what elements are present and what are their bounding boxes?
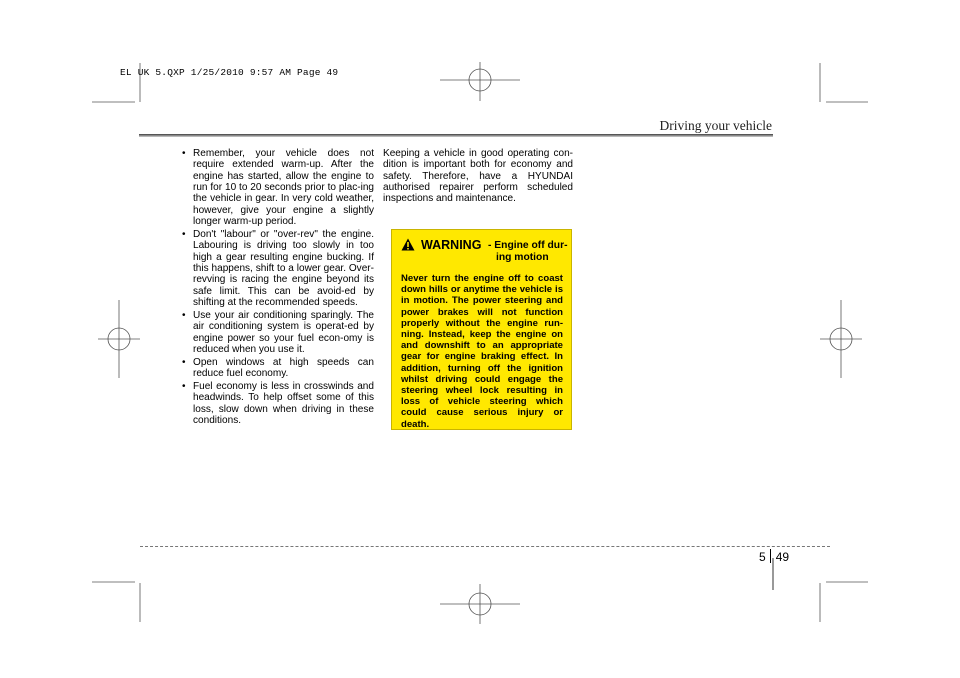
maintenance-paragraph: Keeping a vehicle in good operating con-dition is important both for economy and safety. Therefore, have a HYUNDAI authorised repairer perform scheduled inspections and maintenance. bbox=[383, 148, 573, 205]
bullet-item: • Use your air conditioning sparingly. The air conditioning system is operat-ed by engine power so your fuel econ-omy is reduced when you use it. bbox=[182, 310, 374, 355]
bullet-list bbox=[182, 148, 374, 426]
footer-dashed-rule bbox=[140, 546, 830, 547]
left-column bbox=[182, 148, 374, 428]
bullet-item: • Fuel economy is less in crosswinds and headwinds. To help offset some of this loss, slow down when driving in these conditions. bbox=[182, 381, 374, 426]
page-number-value: 49 bbox=[775, 550, 790, 564]
bullet-item: • Open windows at high speeds can reduce fuel economy. bbox=[182, 357, 374, 380]
warning-body: Never turn the engine off to coast down hills or anytime the vehicle is in motion. The power steering and power brakes will not function properly without the engine run-ning. Instead, keep the engine on and downshift to an appropriate gear for engine braking effect. In addition, turning off the ignition whilst driving could engage the steering wheel lock resulting in loss of vehicle steering which could cause serious injury or death. bbox=[401, 273, 563, 430]
registration-target-top bbox=[440, 62, 520, 101]
chapter-number: 5 bbox=[759, 550, 766, 564]
bullet-item: • Remember, your vehicle does not require extended warm-up. After the engine has started, allow the engine to run for 10 to 20 seconds prior to plac-ing the vehicle in gear. In very cold weather, however, give your engine a slightly longer warm-up period. bbox=[182, 148, 374, 227]
bullet-item: • Don't "labour" or "over-rev" the engine. Labouring is driving too slowly in too high a gear resulting engine bucking. If this happens, shift to a lower gear. Over-revving is racing the engine beyond its safe limit. This can be avoid-ed by shifting at the recommended speeds. bbox=[182, 229, 374, 308]
page-number-separator bbox=[770, 549, 771, 563]
right-column bbox=[383, 148, 573, 205]
page-number bbox=[759, 549, 789, 564]
registration-target-left bbox=[98, 300, 140, 378]
registration-target-right bbox=[820, 300, 862, 378]
registration-target-bottom bbox=[440, 584, 520, 624]
print-slug: EL UK 5.QXP 1/25/2010 9:57 AM Page 49 bbox=[120, 67, 339, 78]
header-rule bbox=[139, 134, 773, 137]
section-title: Driving your vehicle bbox=[659, 118, 772, 133]
warning-subtitle bbox=[488, 240, 578, 264]
warning-box bbox=[391, 229, 572, 430]
warning-header bbox=[401, 238, 568, 266]
warning-subtitle-line: - Engine off dur- bbox=[488, 239, 568, 251]
warning-label: WARNING bbox=[421, 238, 482, 252]
warning-subtitle-line: ing motion bbox=[496, 251, 549, 263]
warning-triangle-icon bbox=[401, 238, 415, 251]
